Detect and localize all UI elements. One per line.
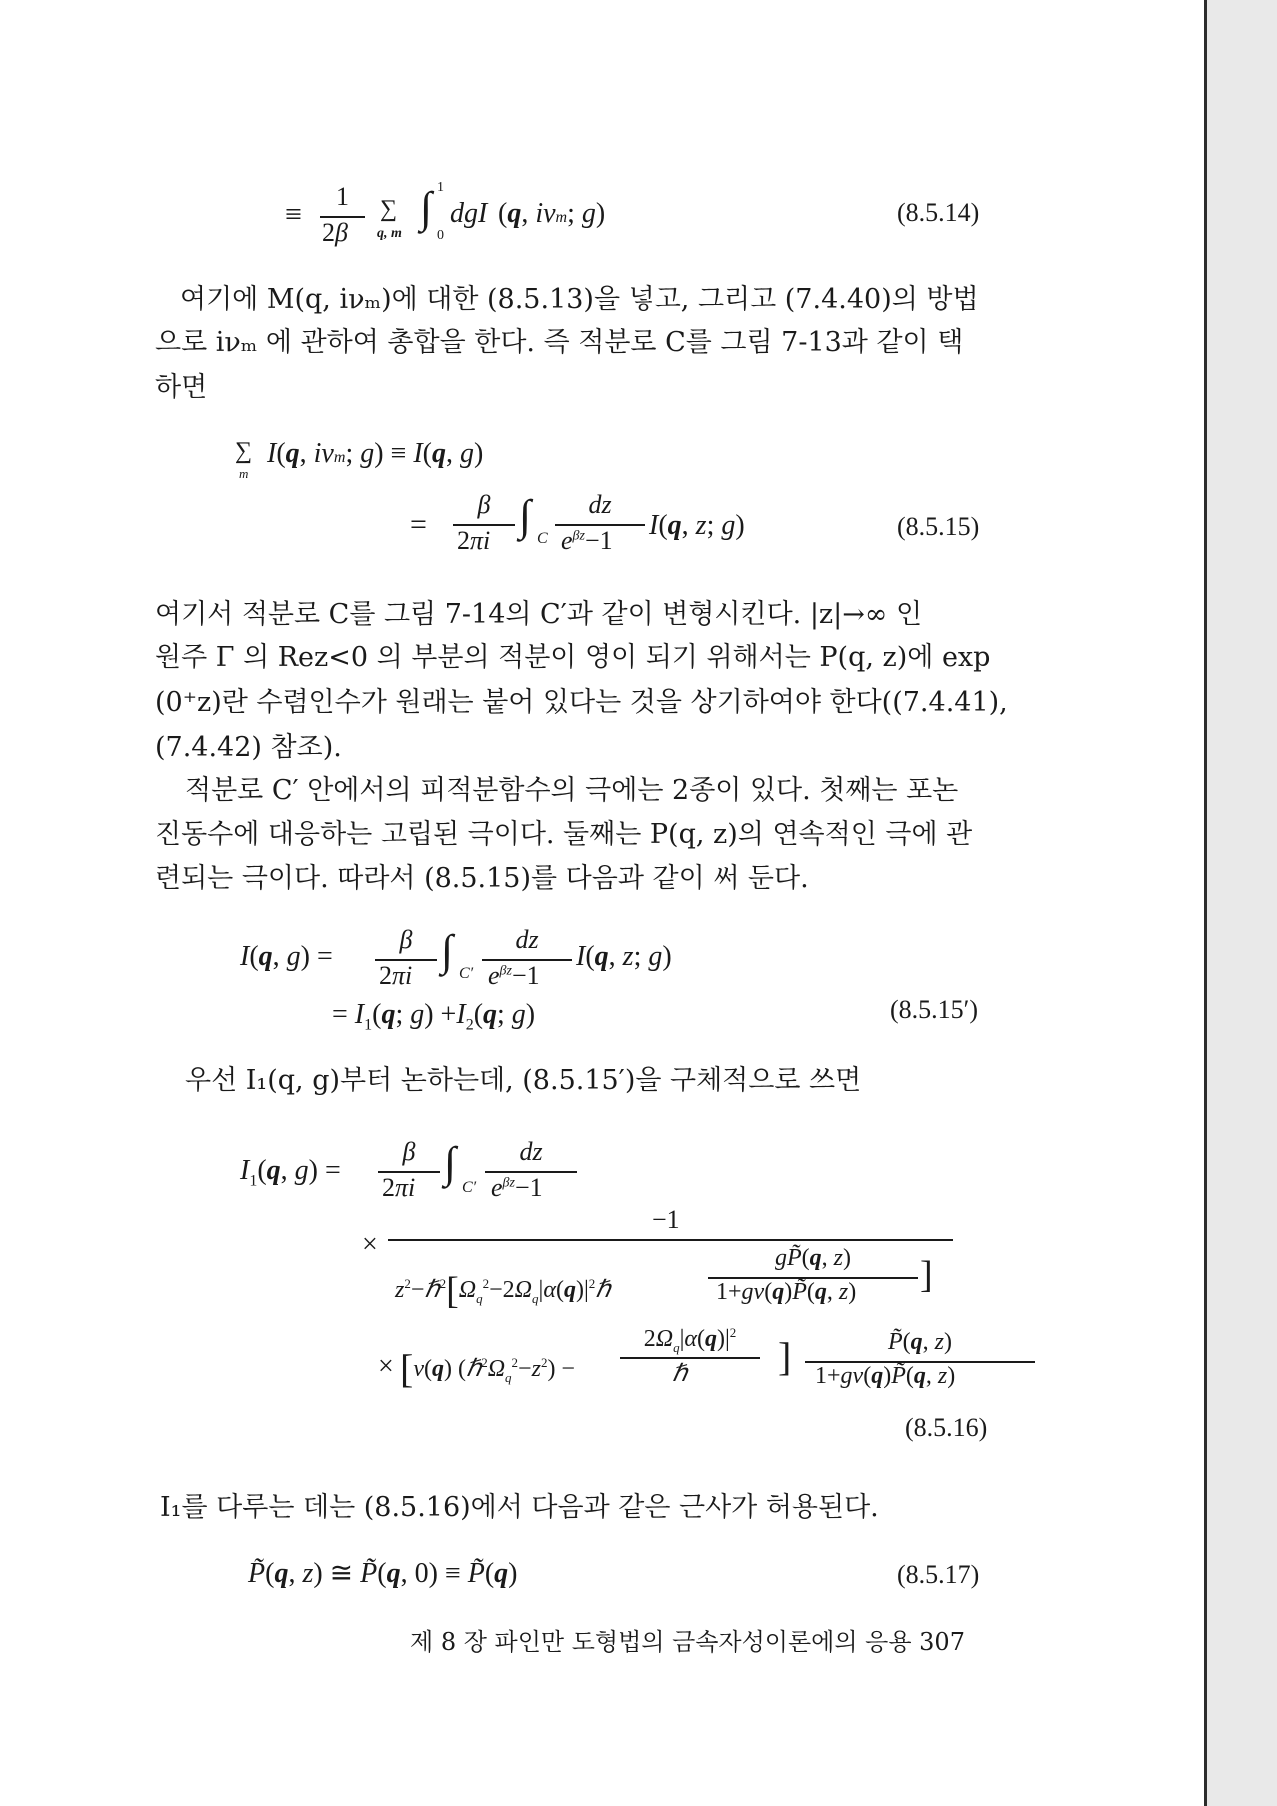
- equation-8-5-16: $I_1(q$, g) = β 2πi ∫ C′ dz $e^{\beta z}-1$ × −1 $z^2-\hbar^2[\Omega_q^2-2\Omega_q|\alpha(q)|^2\hbar$ gP̃(q, z) 1+gv(q)P̃(q, z) ] × [v(q) $(\hbar^2\Omega_q^2-z^2)$ − $2\Omega_q|\alpha(q)|^2$ ℏ ] P̃(q, z) 1+gv(q)P̃(q, z): [240, 1135, 1040, 1435]
- equation-number: (8.5.15′): [890, 995, 979, 1024]
- equation-8-5-17: P̃(q, z) ≅ P̃(q, 0) ≡ P̃(q): [248, 1558, 518, 1589]
- paragraph-line: (7.4.42) 참조).: [155, 732, 342, 763]
- equation-8-5-15-prime: I(q, g) = β 2πi ∫ C′ dz $e^{\beta z}-1$ I(q, z; g) = $I_1(q$; $g) +I_2(q$; g): [240, 925, 672, 1034]
- paragraph-line: 으로 iνₘ 에 관하여 총합을 한다. 즉 적분로 C를 그림 7-13과 같이 택: [155, 327, 964, 358]
- equation-number: (8.5.14): [897, 198, 980, 227]
- paragraph-line: 우선 I₁(q, g)부터 논하는데, (8.5.15′)을 구체적으로 쓰면: [185, 1065, 862, 1096]
- background-margin: [1210, 0, 1277, 1806]
- paragraph-line: 여기서 적분로 C를 그림 7-14의 C′과 같이 변형시킨다. |z|→∞ 인: [155, 599, 923, 630]
- equation-8-5-14: ≡ 1 2β ∑ q, m ∫ 1 0 dgI (q, iνm; g): [285, 180, 606, 247]
- paragraph-line: 원주 Γ 의 Rez<0 의 부분의 적분이 영이 되기 위해서는 P(q, z)에 exp: [155, 642, 991, 673]
- equation-number: (8.5.15): [897, 512, 980, 541]
- equation-number: (8.5.16): [905, 1413, 988, 1442]
- paragraph-line: 련되는 극이다. 따라서 (8.5.15)를 다음과 같이 써 둔다.: [155, 863, 809, 894]
- equation-8-5-15: ∑ m I(q, iνm; g) ≡ I(q, g) = β 2πi ∫ C dz $e^{\beta z}-1$ I(q, z; g): [235, 438, 745, 555]
- equation-number: (8.5.17): [897, 1560, 980, 1589]
- page-footer: 제 8 장 파인만 도형법의 금속자성이론에의 응용 307: [410, 1628, 965, 1656]
- paragraph-line: 진동수에 대응하는 고립된 극이다. 둘째는 P(q, z)의 연속적인 극에 관: [155, 819, 973, 850]
- paragraph-line: (0⁺z)란 수렴인수가 원래는 붙어 있다는 것을 상기하여야 한다((7.4.41),: [155, 687, 1008, 718]
- paragraph-line: 적분로 C′ 안에서의 피적분함수의 극에는 2종이 있다. 첫째는 포논: [185, 775, 959, 806]
- paragraph-line: 여기에 M(q, iνₘ)에 대한 (8.5.13)을 넣고, 그리고 (7.4.40)의 방법: [180, 284, 979, 315]
- paragraph-line: I₁를 다루는 데는 (8.5.16)에서 다음과 같은 근사가 허용된다.: [160, 1492, 879, 1523]
- paragraph-line: 하면: [155, 372, 208, 403]
